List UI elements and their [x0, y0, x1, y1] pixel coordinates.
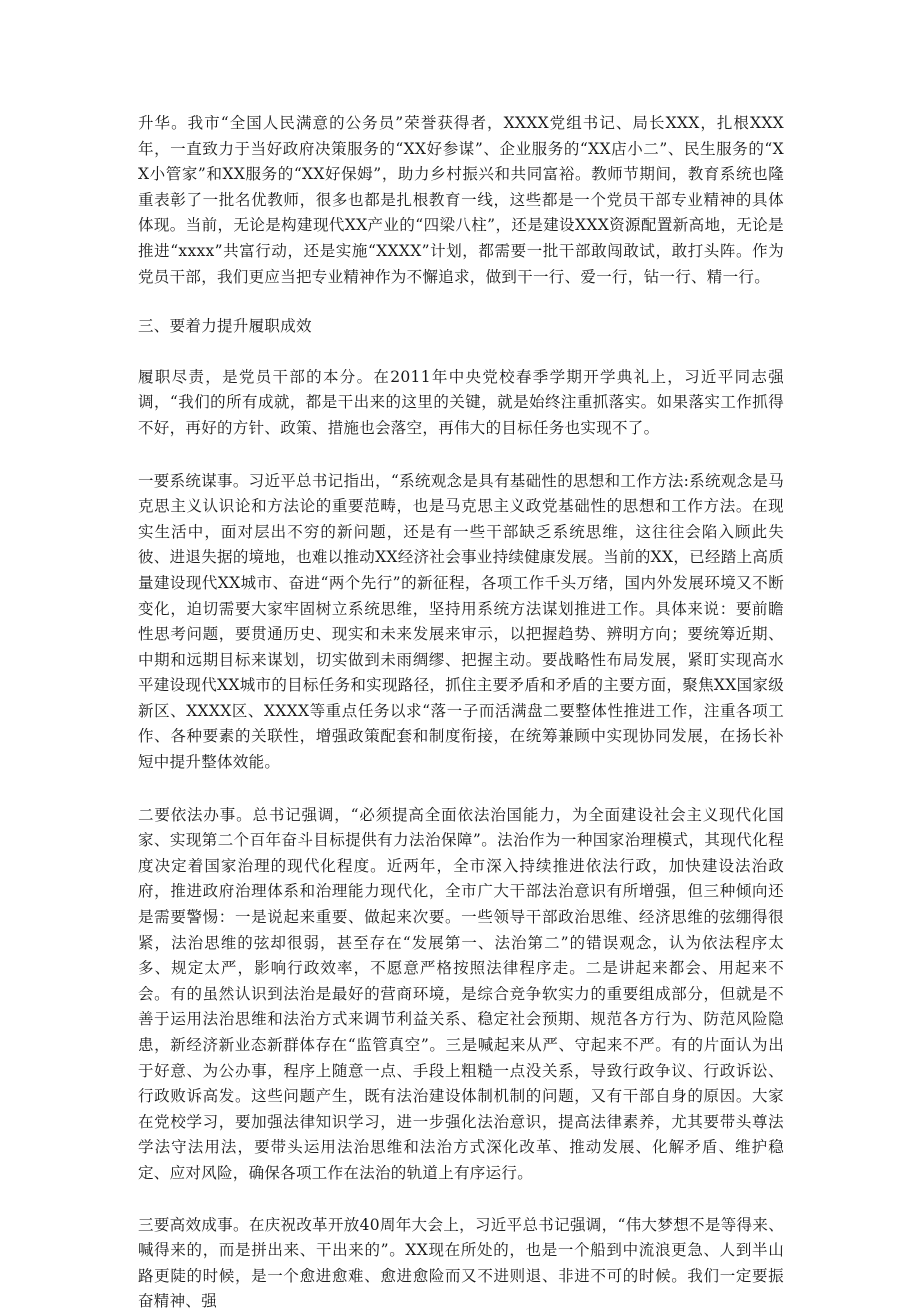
paragraph-systematic-planning: 一要系统谋事。习近平总书记指出，“系统观念是具有基础性的思想和工作方法:系统观念是马克思主义认识论和方法论的重要范畴，也是马克思主义政党基础性的思想和工作方法。在现实生活中，面对层出不穷的新问题，还是有一些干部缺乏系统思维，这往往会陷入顾此失彼、进退失据的境地，也难以推动XX经济社会事业持续健康发展。当前的XX，已经踏上高质量建设现代XX城市、奋进“两个先行”的新征程，各项工作千头万绪，国内外发展环境又不断变化，迫切需要大家牢固树立系统思维，坚持用系统方法谋划推进工作。具体来说：要前瞻性思考问题，要贯通历史、现实和未来发展来审示，以把握趋势、辨明方向；要统筹近期、中期和远期目标来谋划，切实做到未雨绸缪、把握主动。要战略性布局发展，紧盯实现高水平建设现代XX城市的目标任务和实现路径，抓住主要矛盾和矛盾的主要方面，聚焦XX国家级新区、XXXX区、XXXX等重点任务以求“落一子而活满盘二要整体性推进工作，注重各项工作、各种要素的关联性，增强政策配套和制度衔接，在统筹兼顾中实现协同发展，在扬长补短中提升整体效能。: [138, 471, 784, 772]
paragraph-gap: [138, 290, 784, 314]
document-page: [138, 111, 784, 1315]
paragraph-gap: [138, 442, 784, 469]
paragraph-efficient-execution: 三要高效成事。在庆祝改革开放40周年大会上，习近平总书记强调，“伟大梦想不是等得来、喊得来的，而是拼出来、干出来的”。XX现在所处的，也是一个船到中流浪更急、人到半山路更陡的时候，是一个愈进愈难、愈进愈险而又不进则退、非进不可的时候。我们一定要振奋精神、强: [138, 1215, 784, 1311]
paragraph-professional-spirit: 升华。我市“全国人民满意的公务员”荣誉获得者，XXXX党组书记、局长XXX，扎根XXX年，一直致力于当好政府决策服务的“XX好参谋”、企业服务的“XX店小二”、民生服务的“XX小管家”和XX服务的“XX好保姆”，助力乡村振兴和共同富裕。教师节期间，教育系统也隆重表彰了一批名优教师，很多也都是扎根教育一线，这些都是一个党员干部专业精神的具体体现。当前，无论是构建现代XX产业的“四梁八柱”，还是建设XXX资源配置新高地，无论是推进“xxxx”共富行动，还是实施“XXXX”计划，都需要一批干部敢闯敢试，敢打头阵。作为党员干部，我们更应当把专业精神作为不懈追求，做到干一行、爱一行，钻一行、精一行。: [138, 114, 784, 286]
paragraph-gap: [138, 776, 784, 803]
paragraph-rule-of-law: 二要依法办事。总书记强调，“必须提高全面依法治国能力，为全面建设社会主义现代化国家、实现第二个百年奋斗目标提供有力法治保障”。法治作为一种国家治理模式，其现代化程度决定着国家治理的现代化程度。近两年，全市深入持续推进依法行政，加快建设法治政府，推进政府治理体系和治理能力现代化，全市广大干部法治意识有所增强，但三种倾向还是需要警惕：一是说起来重要、做起来次要。一些领导干部政治思维、经济思维的弦绷得很紧，法治思维的弦却很弱，甚至存在“发展第一、法治第二”的错误观念，认为依法程序太多、规定太严，影响行政效率，不愿意严格按照法律程序走。二是讲起来都会、用起来不会。有的虽然认识到法治是最好的营商环境，是综合竞争软实力的重要组成部分，但就是不善于运用法治思维和法治方式来调节利益关系、稳定社会预期、规范各方行为、防范风险隐患，新经济新业态新群体存在“监管真空”。三是喊起来从严、守起来不严。有的片面认为出于好意、为公办事，程序上随意一点、手段上粗糙一点没关系，导致行政争议、行政诉讼、行政败诉高发。这些问题产生，既有法治建设体制机制的问题，又有干部自身的原因。大家在党校学习，要加强法律知识学习，进一步强化法治意识，提高法律素养，尤其要带头尊法学法守法用法，要带头运用法治思维和法治方式深化改革、推动发展、化解矛盾、维护稳定、应对风险，确保各项工作在法治的轨道上有序运行。: [138, 805, 784, 1182]
section-heading-3: 三、要着力提升履职成效: [138, 317, 312, 336]
paragraph-duty-intro: 履职尽责，是党员干部的本分。在2011年中央党校春季学期开学典礼上，习近平同志强调，“我们的所有成就，都是干出来的这里的关键，就是始终注重抓落实。如果落实工作抓得不好，再好的方针、政策、措施也会落空，再伟大的目标任务也实现不了。: [138, 367, 784, 437]
paragraph-gap: [138, 1187, 784, 1213]
paragraph-gap: [138, 340, 784, 365]
